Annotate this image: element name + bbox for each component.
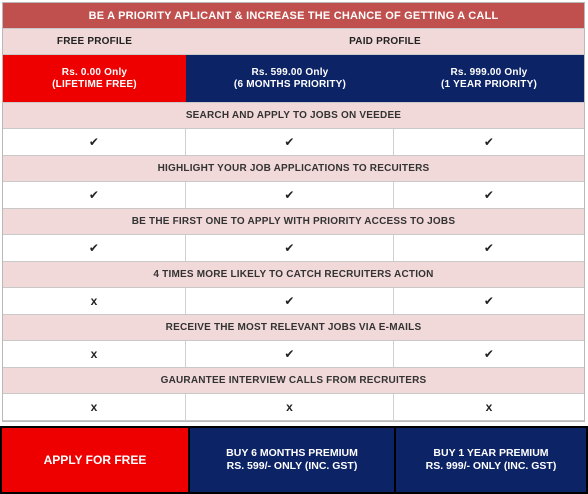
feature-label: RECEIVE THE MOST RELEVANT JOBS VIA E-MAILS	[165, 322, 422, 333]
feature-marks-row	[3, 394, 584, 421]
check-icon: ✔	[186, 129, 394, 155]
feature-row	[3, 209, 584, 235]
paid-profile-header: PAID PROFILE	[349, 36, 421, 47]
profile-header-row	[3, 29, 584, 55]
feature-row	[3, 262, 584, 288]
cross-icon: x	[3, 394, 186, 420]
cross-icon: x	[485, 400, 493, 414]
buy-1-year-premium-button[interactable]: BUY 1 YEAR PREMIUM RS. 999/- ONLY (INC. GST)	[396, 426, 588, 494]
check-icon: ✔	[3, 129, 186, 155]
check-icon: ✔	[186, 182, 394, 208]
cta-bar	[0, 426, 588, 494]
cross-icon: x	[3, 288, 186, 314]
feature-row	[3, 103, 584, 129]
check-icon: ✔	[483, 241, 495, 255]
banner-title: BE A PRIORITY APLICANT & INCREASE THE CHANCE OF GETTING A CALL	[88, 9, 499, 22]
price-6-months-plan: Rs. 599.00 Only (6 MONTHS PRIORITY)	[186, 55, 394, 102]
feature-label: GAURANTEE INTERVIEW CALLS FROM RECRUITERS	[160, 375, 427, 386]
cross-icon: x	[186, 394, 394, 420]
free-profile-header: FREE PROFILE	[56, 36, 133, 47]
apply-for-free-button[interactable]: APPLY FOR FREE	[0, 426, 190, 494]
check-icon: ✔	[3, 182, 186, 208]
price-free-plan: Rs. 0.00 Only (LIFETIME FREE)	[3, 55, 186, 102]
feature-row	[3, 368, 584, 394]
feature-marks-row	[3, 341, 584, 368]
check-icon: ✔	[483, 135, 495, 149]
feature-marks-row	[3, 182, 584, 209]
check-icon: ✔	[186, 235, 394, 261]
check-icon: ✔	[186, 341, 394, 367]
check-icon: ✔	[3, 235, 186, 261]
feature-marks-row	[3, 288, 584, 315]
pricing-table	[2, 2, 585, 422]
check-icon: ✔	[483, 188, 495, 202]
check-icon: ✔	[483, 294, 495, 308]
feature-row	[3, 156, 584, 182]
price-1-year-plan: Rs. 999.00 Only (1 YEAR PRIORITY)	[394, 55, 584, 102]
pricing-banner	[3, 3, 584, 29]
cross-icon: x	[3, 341, 186, 367]
buy-6-months-premium-button[interactable]: BUY 6 MONTHS PREMIUM RS. 599/- ONLY (INC. GST)	[190, 426, 396, 494]
price-row	[3, 55, 584, 103]
feature-label: SEARCH AND APPLY TO JOBS ON VEEDEE	[185, 110, 402, 121]
check-icon: ✔	[483, 347, 495, 361]
check-icon: ✔	[186, 288, 394, 314]
feature-row	[3, 315, 584, 341]
feature-marks-row	[3, 235, 584, 262]
feature-label: BE THE FIRST ONE TO APPLY WITH PRIORITY ACCESS TO JOBS	[131, 216, 456, 227]
feature-label: 4 TIMES MORE LIKELY TO CATCH RECRUITERS ACTION	[153, 269, 434, 280]
feature-marks-row	[3, 129, 584, 156]
feature-label: HIGHLIGHT YOUR JOB APPLICATIONS TO RECUITERS	[157, 163, 430, 174]
